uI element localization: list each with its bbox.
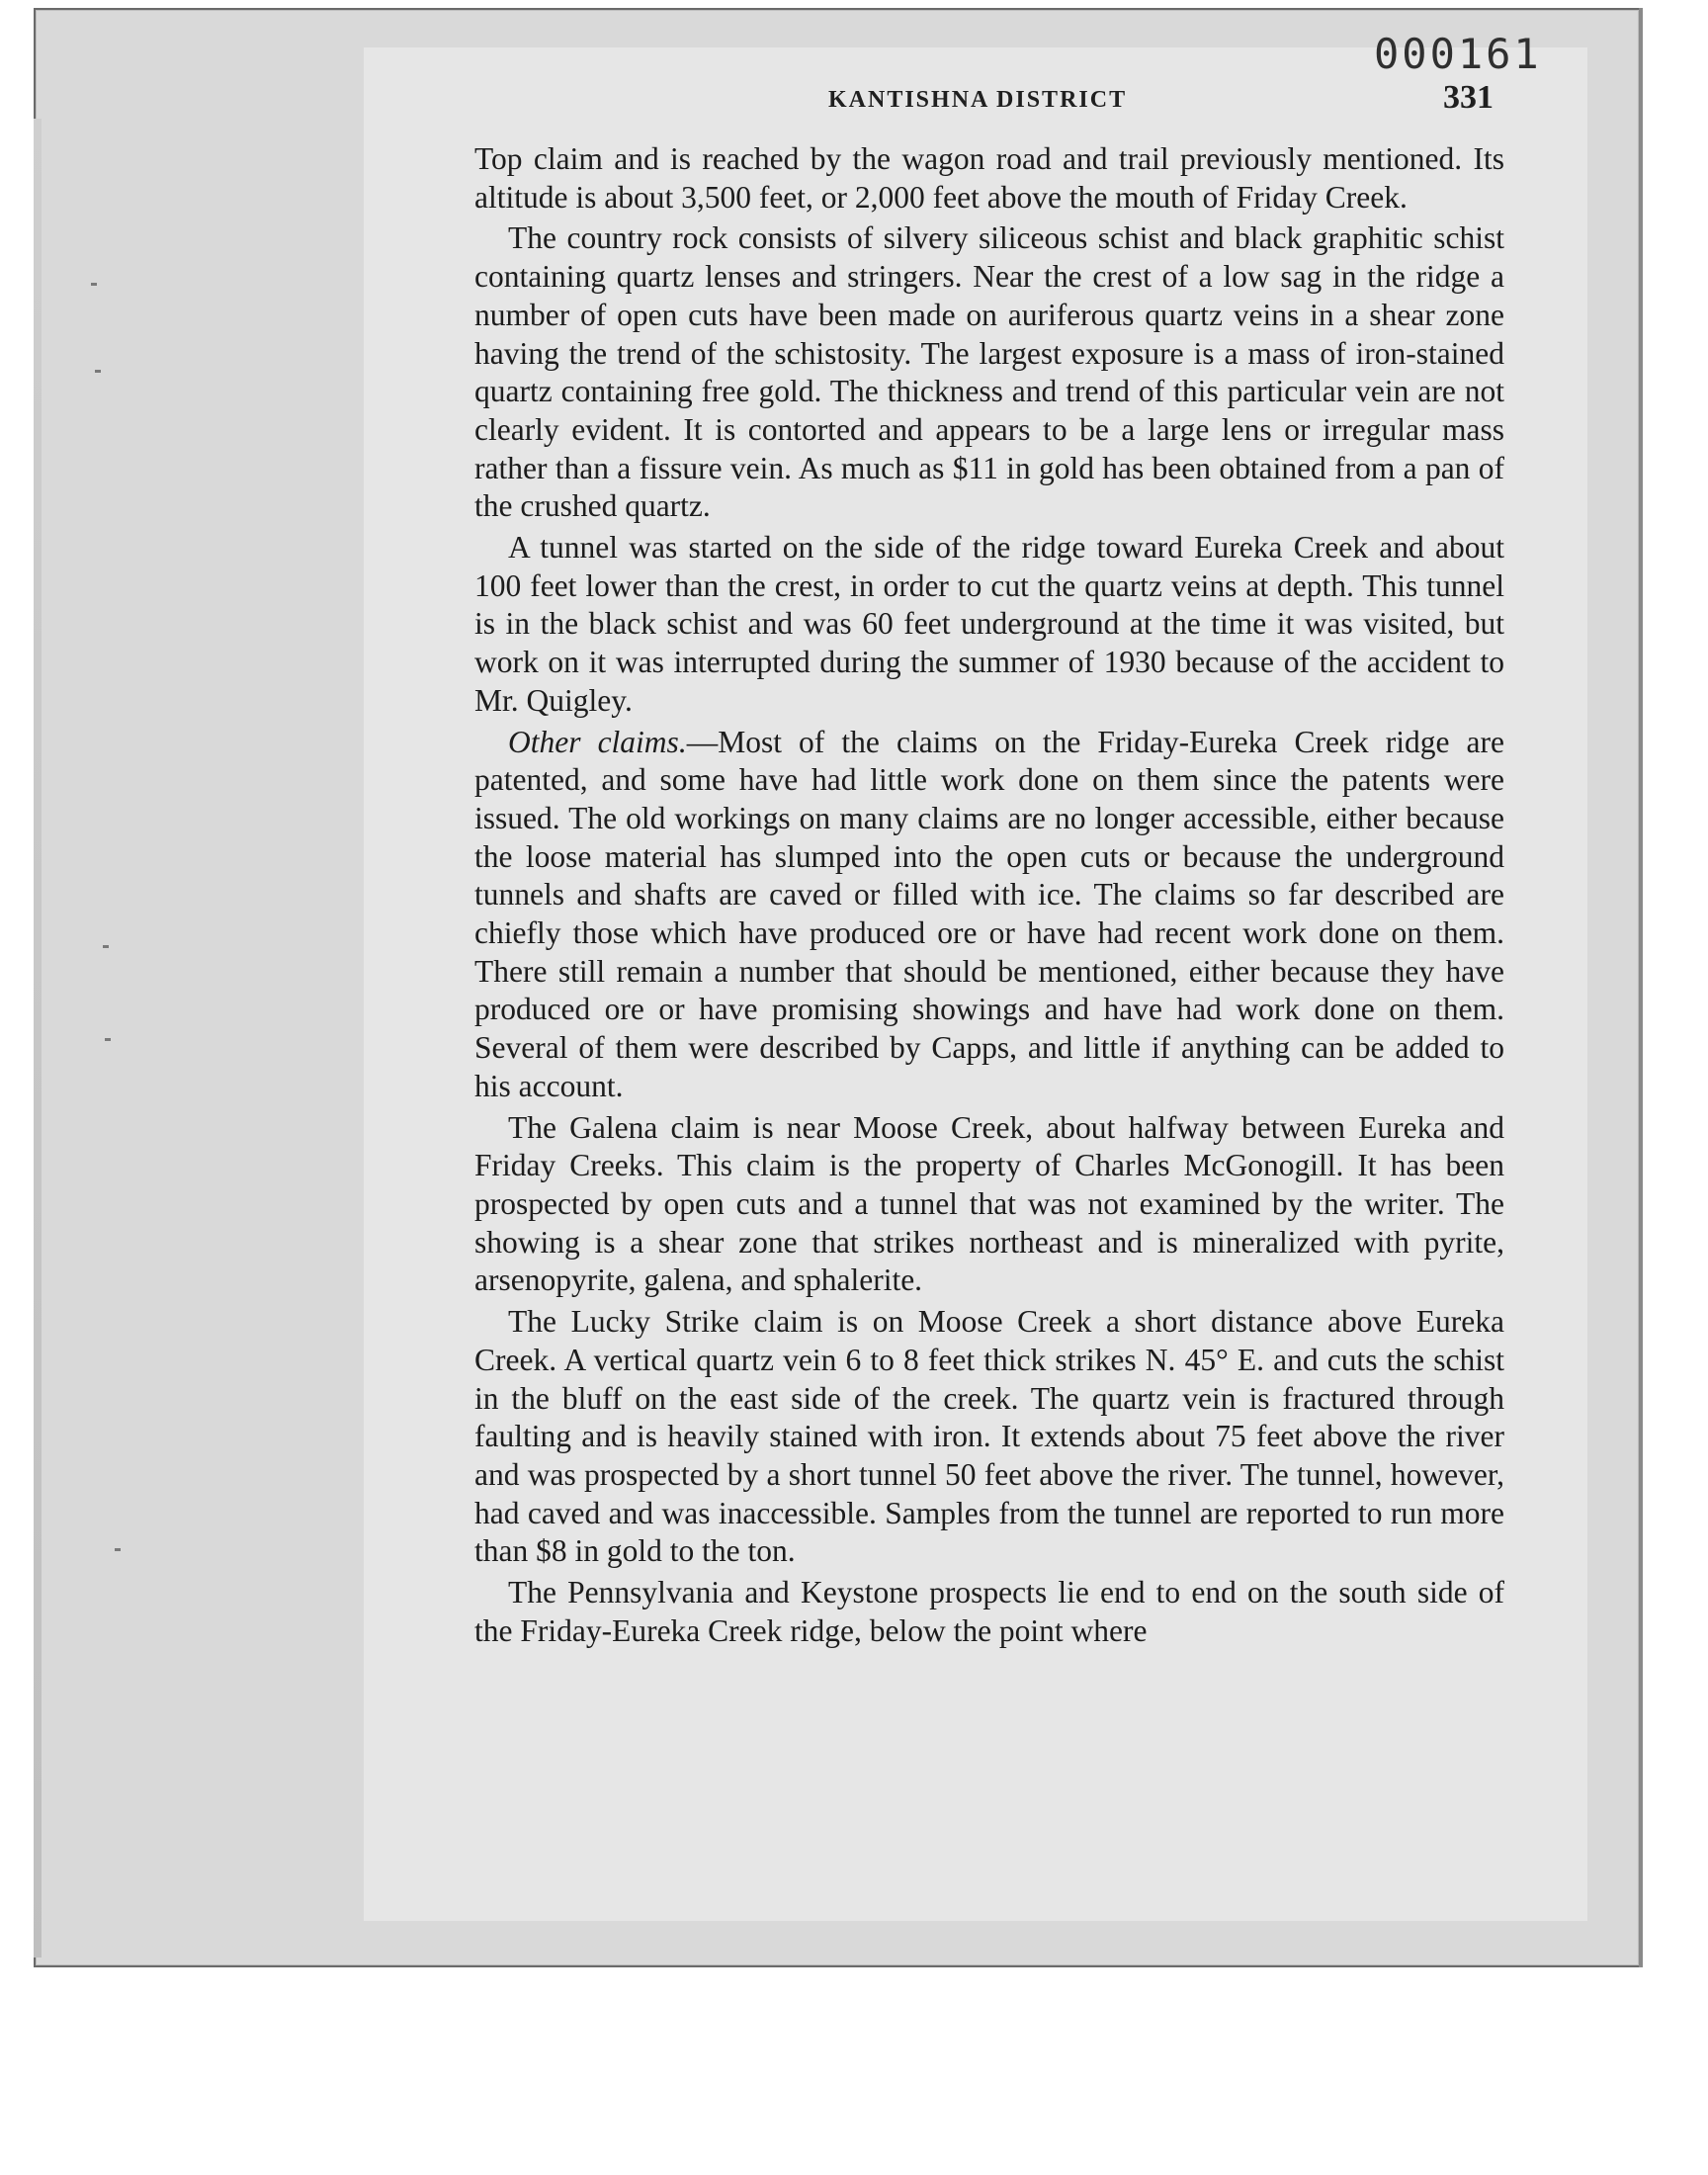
scan-speck [115,1548,121,1551]
sheet-margin-strip [34,119,42,1958]
page-number: 331 [1443,79,1494,116]
scan-speck [91,283,97,286]
body-text [474,140,1504,1653]
sheet-edge [1639,8,1643,1967]
scan-speck [103,945,109,948]
paragraph: A tunnel was started on the side of the ridge toward Eureka Creek and about 100 feet lower than the crest, in order to cut the quartz veins at depth. This tunnel is in the black schist and was 60 feet underground at the time it was visited, but work on it was interrupted during the summer of 1930 because of the accident to Mr. Quigley. [474,530,1504,718]
paragraph: The Lucky Strike claim is on Moose Creek a short distance above Eureka Creek. A vertical quartz vein 6 to 8 feet thick strikes N. 45° E. and cuts the schist in the bluff on the east side of the creek. The quartz vein is fractured through faulting and is heavily stained with iron. It extends about 75 feet above the river and was prospected by a short tunnel 50 feet above the river. The tunnel, however, had caved and was inaccessible. Samples from the tunnel are reported to run more than $8 in gold to the ton. [474,1304,1504,1569]
paragraph: The country rock consists of silvery siliceous schist and black graphitic schist containing quartz lenses and stringers. Near the crest of a low sag in the ridge a number of open cuts have been made on auriferous quartz veins in a shear zone having the trend of the schistosity. The largest exposure is a mass of iron-stained quartz containing free gold. The thickness and trend of this particular vein are not clearly evident. It is contorted and appears to be a large lens or irregular mass rather than a fissure vein. As much as $11 in gold has been obtained from a pan of the crushed quartz. [474,220,1504,524]
running-head: KANTISHNA DISTRICT [828,87,1128,113]
section-lead: Other claims. [508,724,687,759]
archive-stamp: 000161 [1374,30,1542,78]
paragraph-text: —Most of the claims on the Friday-Eureka Creek ridge are patented, and some have had little work done on them since the patents were issued. The old workings on many claims are no longer accessible, either because the loose material has slumped into the open cuts or because the underground tunnels and shafts are caved or filled with ice. The claims so far described are chiefly those which have produced ore or have had recent work done on them. There still remain a number that should be mentioned, either because they have produced ore or have promising showings and have had work done on them. Several of them were described by Capps, and little if anything can be added to his account. [474,724,1505,1103]
paragraph [474,724,1504,1106]
paragraph: Top claim and is reached by the wagon road and trail previously mentioned. Its altitude is about 3,500 feet, or 2,000 feet above the mouth of Friday Creek. [474,141,1504,215]
scan-speck [105,1038,111,1041]
paragraph: The Pennsylvania and Keystone prospects lie end to end on the south side of the Friday-Eureka Creek ridge, below the point where [474,1575,1504,1648]
paragraph: The Galena claim is near Moose Creek, about halfway between Eureka and Friday Creeks. This claim is the property of Charles McGonogill. It has been prospected by open cuts and a tunnel that was not examined by the writer. The showing is a shear zone that strikes northeast and is mineralized with pyrite, arsenopyrite, galena, and sphalerite. [474,1109,1504,1298]
scan-speck [95,370,101,373]
